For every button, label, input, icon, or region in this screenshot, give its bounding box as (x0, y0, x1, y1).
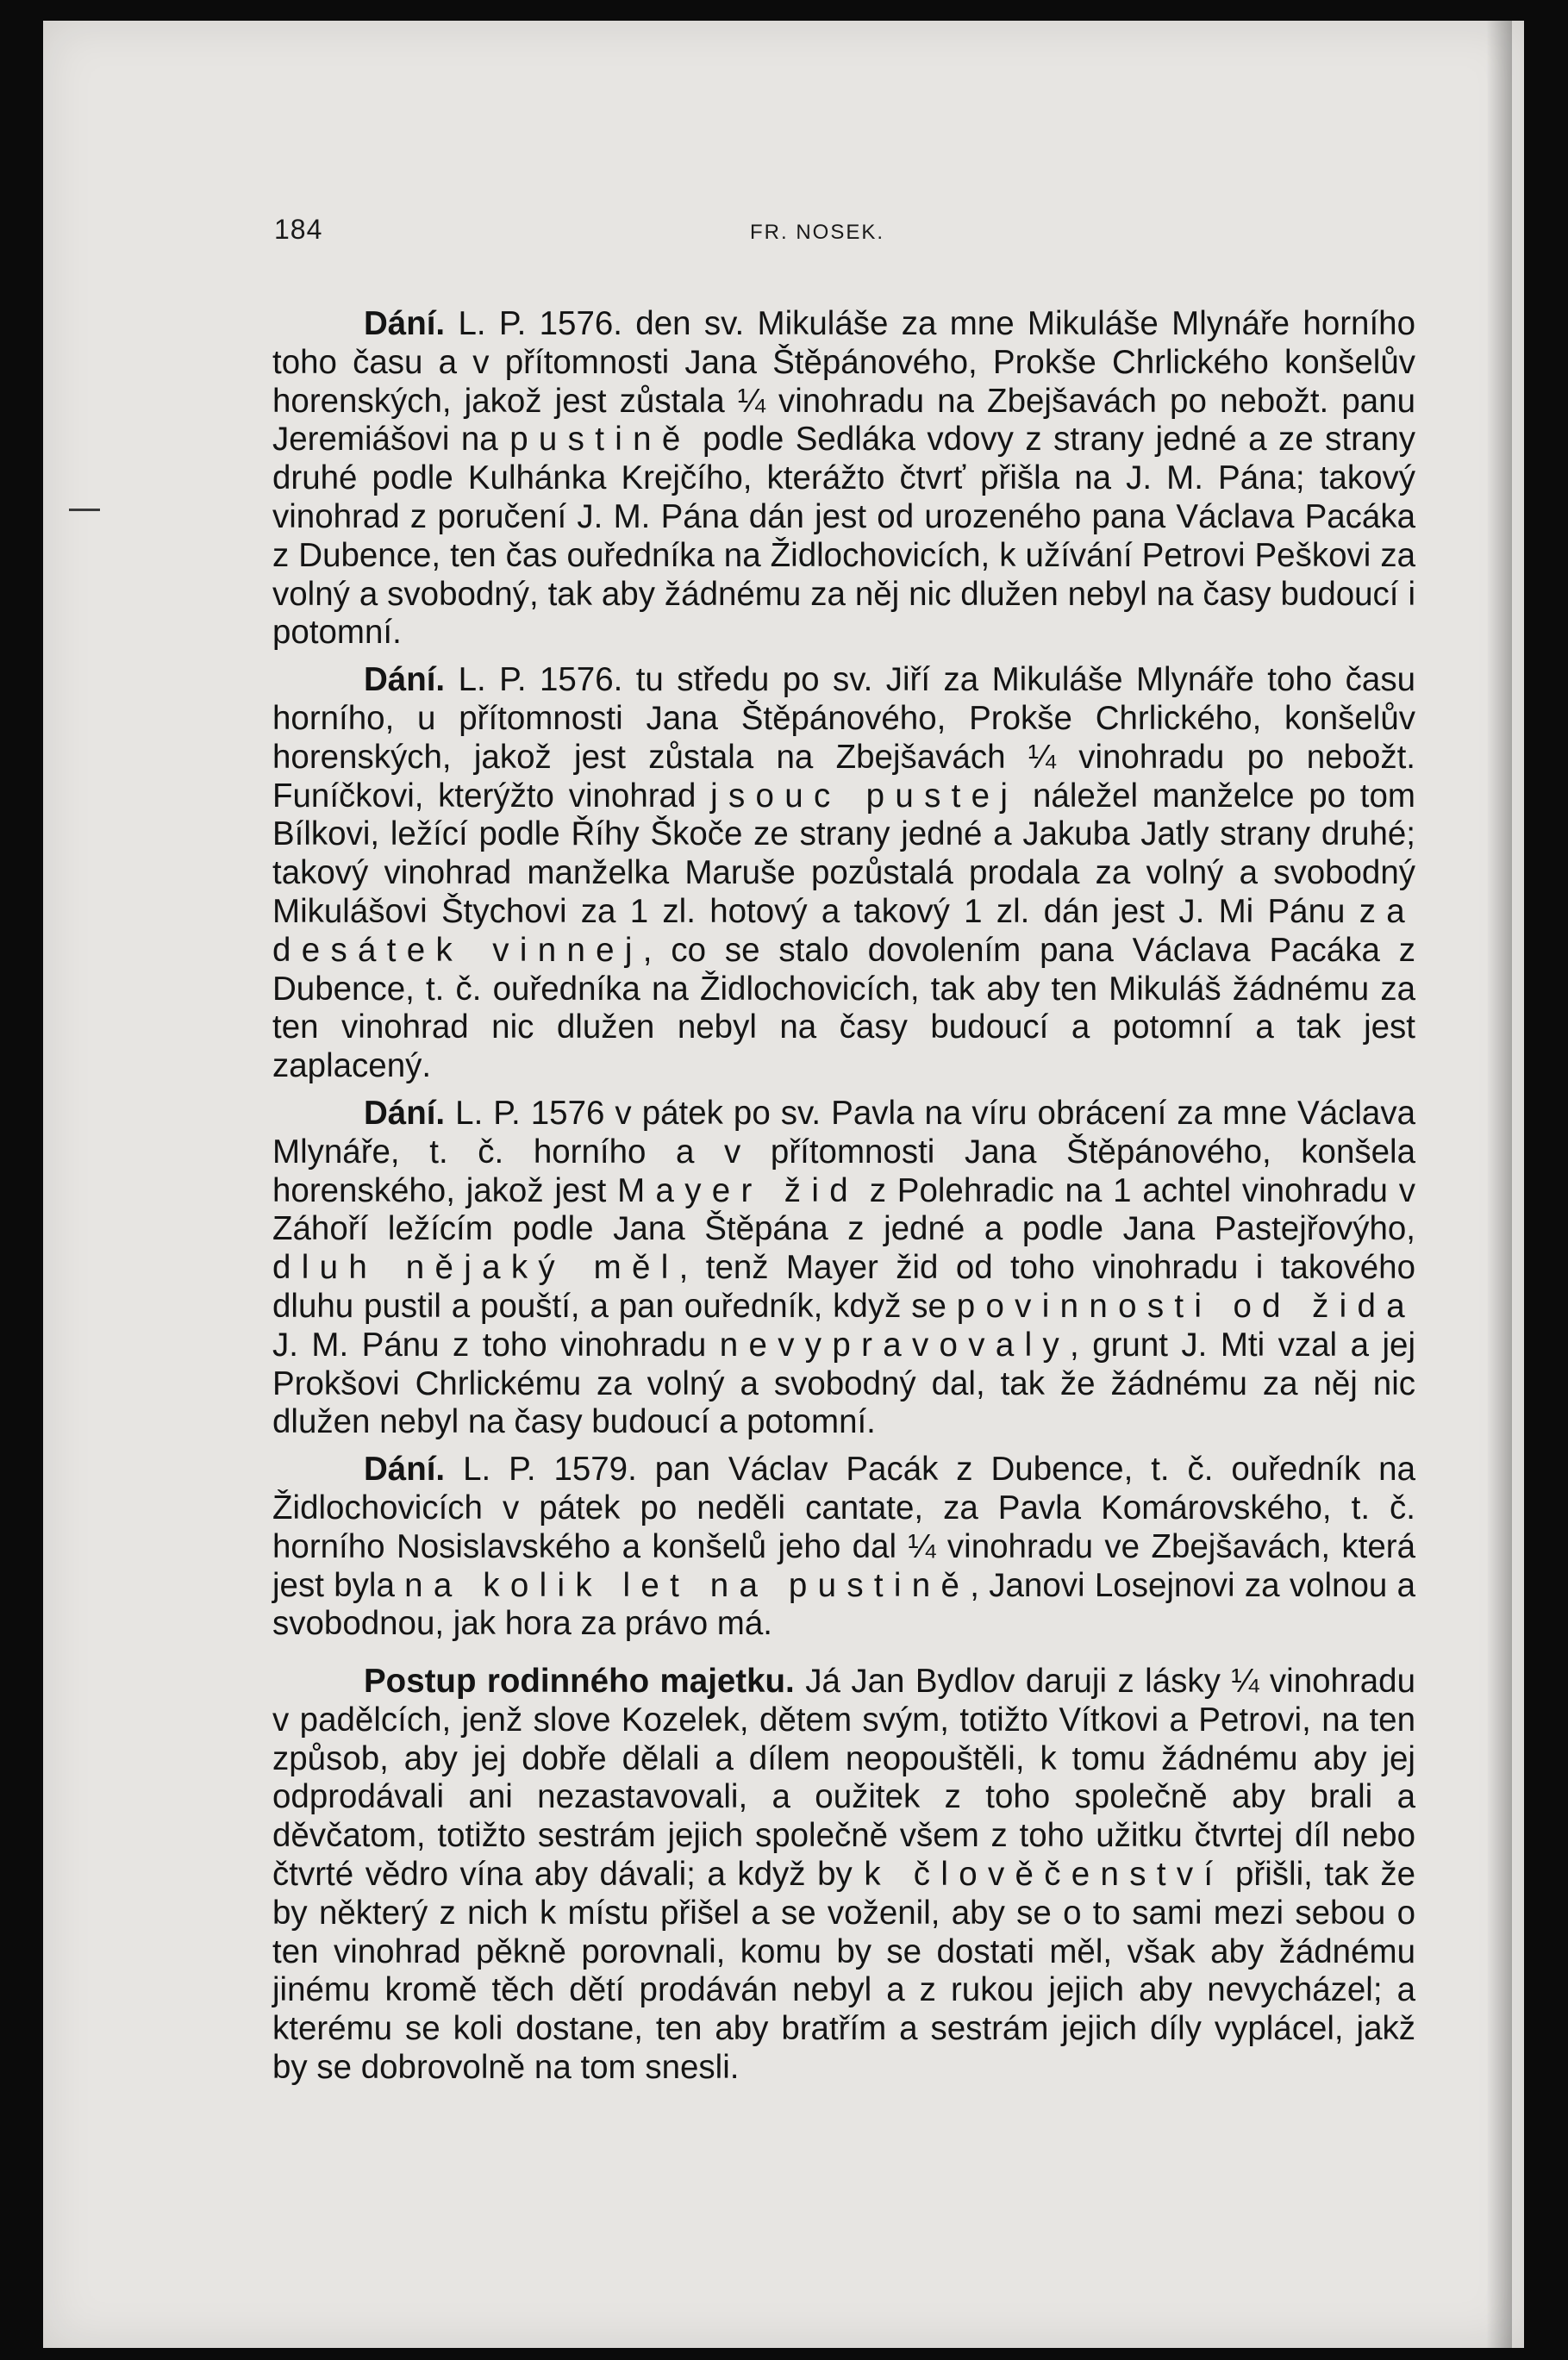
paragraph (272, 305, 1415, 652)
paragraph-text: z Polehradic na 1 achtel vinohradu v Záhoří ležícím podle Jana Štěpána z jedné a podle Jana Pastejřovýho, (272, 1171, 1415, 1248)
spaced-emphasis: nevypravovaly (719, 1326, 1071, 1364)
paragraph-text: , co se stalo dovolením pana Václava Pacáka z Dubence, t. č. ouředníka na Židlochovicích, tak aby ten Mikuláš žádnému za ten vinohrad nic dlužen nebyl na časy budoucí a potomní a tak jest zaplacený. (272, 931, 1415, 1085)
section-heading: Postup rodinného majetku. (364, 1663, 795, 1701)
page-edge-shadow (1486, 21, 1512, 2348)
body-text (272, 305, 1415, 2088)
paragraph-lead: Dání. (364, 1094, 446, 1132)
paragraph-lead: Dání. (364, 661, 446, 699)
spaced-emphasis: dluh nějaký měl (272, 1249, 679, 1287)
page-number: 184 (274, 214, 323, 245)
running-head: FR. NOSEK. (750, 221, 885, 244)
book-page (43, 21, 1524, 2348)
spaced-emphasis: na kolik let na pustině (404, 1566, 971, 1604)
paragraph-text: podle Sedláka vdovy z strany jedné a ze strany druhé podle Kulhánka Krejčího, kterážto čtvrť přišla na J. M. Pána; takový vinohrad z poručení J. M. Pána dán jest od urozeného pana Václava Pacáka z Dubence, ten čas ouředníka na Židlochovicích, k užívání Petrovi Peškovi za volný a svobodný, tak aby žádnému za něj nic dlužen nebyl na časy budoucí i potomní. (272, 421, 1415, 652)
spaced-emphasis: pustině (509, 421, 691, 459)
paragraph-lead: Dání. (364, 305, 446, 342)
spaced-emphasis: k člověčenství (864, 1856, 1224, 1894)
spaced-emphasis: za desátek vinnej (272, 892, 1415, 969)
paragraph (272, 1095, 1415, 1442)
spaced-emphasis: jsouc pustej (710, 777, 1019, 815)
paragraph-text: náležel manželce po tom Bílkovi, ležící podle Říhy Škoče ze strany jedné a Jakuba Jatly strany druhé; takový vinohrad manželka Maruše pozůstalá prodala za volný a svobodný Mikulášovi Štychovi za 1 zl. hotový a takový 1 zl. dán jest J. Mi Pánu (272, 777, 1415, 930)
paragraph-text: , tenž Mayer žid od toho vinohradu i takového dluhu pustil a pouští, a pan ouředník, když se (272, 1249, 1415, 1325)
paragraph (272, 1663, 1415, 2088)
paragraph-text: L. P. 1576. den sv. Mikuláše za mne Mikuláše Mlynáře horního toho času a v přítomnosti Jana Štěpánového, Prokše Chrlického konšelův horenských, jakož jest zůstala ¼ vinohradu na Zbejšavách po nebožt. panu Jeremiášovi na (272, 305, 1415, 459)
spaced-emphasis: povinnosti od žida (956, 1287, 1415, 1325)
paragraph-text: L. P. 1579. pan Václav Pacák z Dubence, t. č. ouředník na Židlochovicích v pátek po neděli cantate, za Pavla Komárovského, t. č. horního Nosislavského a konšelů jeho dal ¼ vinohradu ve Zbejšavách, která jest byla (272, 1451, 1415, 1604)
paragraph-text: L. P. 1576 v pátek po sv. Pavla na víru obrácení za mne Václava Mlynáře, t. č. horního a v přítomnosti Jana Štěpánového, konšela horenského, jakož jest (272, 1094, 1415, 1209)
paragraph-text: , grunt J. Mti vzal a jej Prokšovi Chrlickému za volný a svobodný dal, tak že žádnému za něj nic dlužen nebyl na časy budoucí a potomní. (272, 1326, 1415, 1441)
spaced-emphasis: Mayer žid (617, 1171, 859, 1209)
paragraph-text: L. P. 1576. tu středu po sv. Jiří za Mikuláše Mlynáře toho času horního, u přítomnosti Jana Štěpánového, Prokše Chrlického, konšelův horenských, jakož jest zůstala na Zbejšavách ¼ vinohradu po nebožt. Funíčkovi, kterýžto vinohrad (272, 661, 1415, 815)
paragraph (272, 1451, 1415, 1644)
page-header (43, 202, 1524, 253)
paragraph-text: přišli, tak že by některý z nich k místu přišel a se voženil, aby se o to sami mezi sebou o ten vinohrad pěkně porovnali, komu by se dostati měl, však aby žádnému jinému kromě těch dětí prodáván nebyl a z rukou jejich aby nevycházel; a kterému se koli dostane, ten aby bratřím a sestrám jejich díly vyplácel, jakž by se dobrovolně na tom snesli. (272, 1856, 1416, 2087)
paragraph-text: , Janovi Losejnovi za volnou a svobodnou, jak hora za právo má. (272, 1566, 1416, 1643)
paragraph-lead: Dání. (364, 1451, 446, 1489)
paragraph-text: J. M. Pánu z toho vinohradu (272, 1326, 720, 1364)
paragraph (272, 661, 1415, 1086)
margin-mark (69, 509, 100, 511)
paragraph-text: Já Jan Bydlov daruji z lásky ¼ vinohradu v padělcích, jenž slove Kozelek, dětem svým, totižto Vítkovi a Petrovi, na ten způsob, aby jej dobře dělali a dílem neopouštěli, k tomu žádnému aby jej odprodávali ani nezastavovali, a oužitek z toho společně aby brali a děvčatom, totižto sestrám jejich společně všem z toho užitku čtvrtej díl nebo čtvrté vědro vína aby dávali; a když by (272, 1663, 1415, 1894)
